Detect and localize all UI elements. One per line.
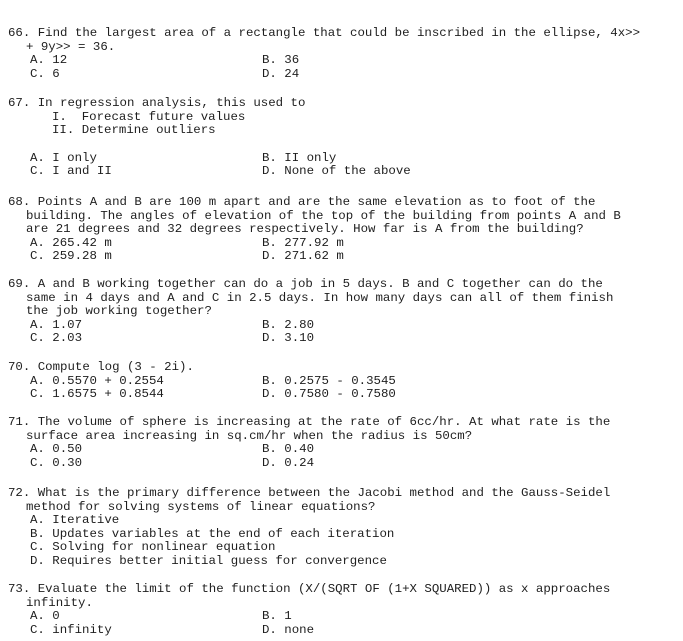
option-b[interactable]: B. 2.80 <box>262 317 315 332</box>
question-text: 66. Find the largest area of a rectangle that could be inscribed in the ellipse, 4x>> <box>8 26 641 40</box>
option-d[interactable]: D. 3.10 <box>262 331 315 346</box>
question-text: 73. Evaluate the limit of the function (X/(SQRT OF (1+X SQUARED)) as x approaches <box>8 582 611 596</box>
option-a[interactable]: A. 0.50 <box>30 442 83 457</box>
option-a[interactable]: A. 0 <box>30 609 60 624</box>
option-d[interactable]: D. 0.24 <box>262 455 315 470</box>
question-text: are 21 degrees and 32 degrees respectively. How far is A from the building? <box>26 222 584 237</box>
question-text: the job working together? <box>26 304 212 319</box>
question-68 <box>8 196 676 264</box>
question-72 <box>8 487 676 569</box>
option-c[interactable]: C. 1.6575 + 0.8544 <box>30 387 164 402</box>
statement-item: II. Determine outliers <box>52 123 216 138</box>
option-c[interactable]: C. I and II <box>30 164 112 179</box>
answer-options <box>30 610 676 637</box>
answer-options <box>30 514 676 568</box>
option-a[interactable]: A. Iterative <box>30 513 120 528</box>
question-text: 67. In regression analysis, this used to <box>8 96 306 110</box>
option-a[interactable]: A. 265.42 m <box>30 235 112 250</box>
question-text: 69. A and B working together can do a job in 5 days. B and C together can do the <box>8 277 603 291</box>
answer-options <box>30 319 676 346</box>
question-66 <box>8 27 676 81</box>
question-67 <box>8 97 676 179</box>
question-text: method for solving systems of linear equations? <box>26 499 376 514</box>
answer-options <box>30 237 676 264</box>
option-b[interactable]: B. Updates variables at the end of each iteration <box>30 526 395 541</box>
option-c[interactable]: C. 0.30 <box>30 455 83 470</box>
option-c[interactable]: C. 6 <box>30 66 60 81</box>
question-text: infinity. <box>26 595 93 610</box>
question-69 <box>8 278 676 346</box>
question-text: 72. What is the primary difference between the Jacobi method and the Gauss-Seidel <box>8 486 611 500</box>
answer-options <box>30 152 676 179</box>
option-b[interactable]: B. 277.92 m <box>262 235 344 250</box>
option-a[interactable]: A. 12 <box>30 53 68 68</box>
option-c[interactable]: C. Solving for nonlinear equation <box>30 540 276 555</box>
option-c[interactable]: C. infinity <box>30 622 112 637</box>
question-text: 68. Points A and B are 100 m apart and are the same elevation as to foot of the <box>8 195 596 209</box>
answer-options <box>30 54 676 81</box>
question-text: 71. The volume of sphere is increasing at the rate of 6cc/hr. At what rate is the <box>8 415 611 429</box>
option-d[interactable]: D. 271.62 m <box>262 249 344 264</box>
option-c[interactable]: C. 2.03 <box>30 331 83 346</box>
option-d[interactable]: D. 0.7580 - 0.7580 <box>262 387 396 402</box>
option-b[interactable]: B. 0.2575 - 0.3545 <box>262 373 396 388</box>
option-c[interactable]: C. 259.28 m <box>30 249 112 264</box>
answer-options <box>30 443 676 470</box>
option-b[interactable]: B. 0.40 <box>262 442 315 457</box>
option-a[interactable]: A. 0.5570 + 0.2554 <box>30 373 164 388</box>
option-a[interactable]: A. 1.07 <box>30 317 83 332</box>
question-text: surface area increasing in sq.cm/hr when the radius is 50cm? <box>26 428 473 443</box>
question-70 <box>8 361 676 402</box>
question-71 <box>8 416 676 470</box>
option-b[interactable]: B. 1 <box>262 609 292 624</box>
option-d[interactable]: D. None of the above <box>262 164 411 179</box>
statement-list <box>52 111 676 138</box>
option-a[interactable]: A. I only <box>30 150 97 165</box>
question-text: building. The angles of elevation of the top of the building from points A and B <box>26 208 621 223</box>
option-d[interactable]: D. 24 <box>262 66 300 81</box>
question-text: + 9y>> = 36. <box>26 39 116 54</box>
option-d[interactable]: D. Requires better initial guess for convergence <box>30 553 387 568</box>
answer-options <box>30 375 676 402</box>
question-text: same in 4 days and A and C in 2.5 days. In how many days can all of them finish <box>26 290 614 305</box>
option-b[interactable]: B. II only <box>262 150 337 165</box>
question-text: 70. Compute log (3 - 2i). <box>8 360 194 374</box>
option-b[interactable]: B. 36 <box>262 53 300 68</box>
option-d[interactable]: D. none <box>262 622 315 637</box>
question-73 <box>8 583 676 637</box>
statement-item: I. Forecast future values <box>52 109 246 124</box>
